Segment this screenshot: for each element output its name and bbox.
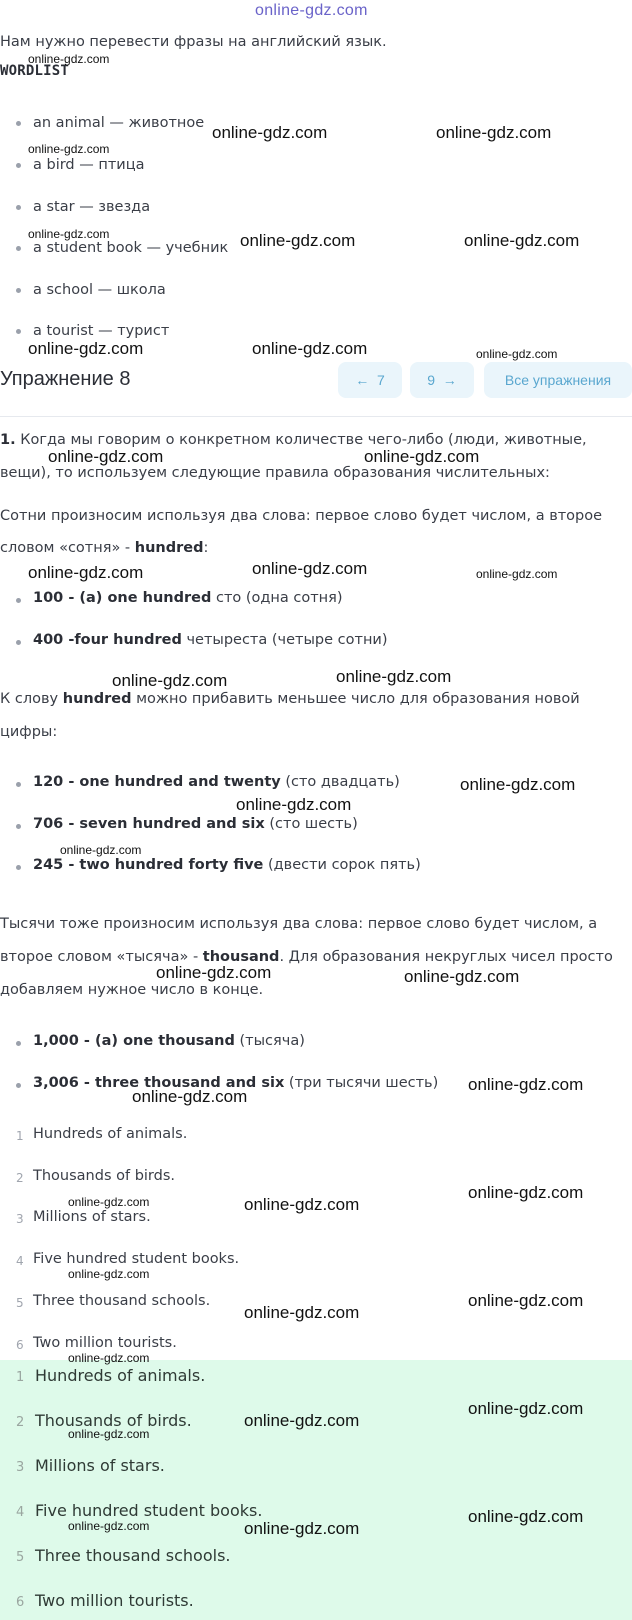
watermark: online-gdz.com: [68, 1427, 150, 1441]
answer-item: Three thousand schools.: [35, 1546, 231, 1565]
watermark: online-gdz.com: [68, 1351, 150, 1365]
wordlist-heading: WORDLIST: [0, 63, 70, 79]
watermark: online-gdz.com: [468, 1399, 584, 1418]
task-number: 4: [16, 1254, 24, 1268]
watermark: online-gdz.com: [244, 1303, 360, 1322]
list-item: a school — школа: [33, 282, 166, 298]
bullet: [16, 824, 21, 829]
example-bold: 706 - seven hundred and six: [33, 816, 265, 832]
add-bold: hundred: [62, 691, 132, 707]
intro-text: Нам нужно перевести фразы на английский язык.: [0, 34, 387, 50]
watermark: online-gdz.com: [476, 567, 558, 581]
watermark: online-gdz.com: [364, 447, 480, 466]
answer-number: 1: [16, 1370, 25, 1385]
thousands-prefix: второе словом «тысяча» -: [0, 949, 203, 965]
watermark: online-gdz.com: [212, 123, 328, 142]
task-item: Hundreds of animals.: [33, 1126, 188, 1142]
watermark: online-gdz.com: [436, 123, 552, 142]
answer-number: 2: [16, 1415, 25, 1430]
add-prefix: К слову: [0, 691, 63, 707]
watermark: online-gdz.com: [28, 339, 144, 358]
hundreds-word: hundred: [134, 540, 204, 556]
example-text: (сто шесть): [264, 816, 358, 832]
answer-item: Millions of stars.: [35, 1456, 165, 1475]
task-item: Thousands of birds.: [33, 1168, 175, 1184]
thousands-suffix: . Для образования некруглых чисел просто: [279, 949, 613, 965]
watermark: online-gdz.com: [460, 775, 576, 794]
task-number: 3: [16, 1212, 24, 1226]
hundreds-intro: Сотни произносим используя два слова: первое слово будет числом, а второе: [0, 508, 603, 524]
example-item: [33, 855, 421, 875]
example-text: (тысяча): [234, 1033, 305, 1049]
example-text: (три тысячи шесть): [284, 1075, 439, 1091]
watermark: online-gdz.com: [28, 563, 144, 582]
hundreds-add-line2: цифры:: [0, 724, 58, 740]
watermark: online-gdz.com: [468, 1507, 584, 1526]
watermark: online-gdz.com: [68, 1519, 150, 1533]
watermark: online-gdz.com: [336, 667, 452, 686]
watermark: online-gdz.com: [464, 231, 580, 250]
task-item: Millions of stars.: [33, 1209, 151, 1225]
list-item: a tourist — турист: [33, 323, 170, 339]
example-item: [33, 588, 343, 608]
all-exercises-button[interactable]: Все упражнения: [484, 362, 632, 398]
bullet: [16, 1083, 21, 1088]
bullet: [16, 121, 21, 126]
example-item: [33, 772, 400, 792]
example-text: сто (одна сотня): [211, 590, 343, 606]
thousands-intro: Тысячи тоже произносим используя два слова: первое слово будет числом, а: [0, 916, 598, 932]
answer-item: Five hundred student books.: [35, 1501, 263, 1520]
answer-item: Thousands of birds.: [35, 1411, 192, 1430]
bullet: [16, 329, 21, 334]
list-item: a star — звезда: [33, 199, 151, 215]
example-bold: 3,006 - three thousand and six: [33, 1075, 285, 1091]
example-item: [33, 814, 358, 834]
example-bold: 1,000 - (a) one thousand: [33, 1033, 235, 1049]
divider: [0, 416, 632, 417]
list-item: a student book — учебник: [33, 240, 229, 256]
example-item: [33, 630, 388, 650]
arrow-left-icon: ←: [355, 372, 370, 388]
watermark: online-gdz.com: [244, 1195, 360, 1214]
watermark: online-gdz.com: [252, 339, 368, 358]
watermark: online-gdz.com: [156, 963, 272, 982]
task-item: Three thousand schools.: [33, 1293, 211, 1309]
watermark: online-gdz.com: [28, 142, 110, 156]
list-item: a bird — птица: [33, 157, 145, 173]
watermark: online-gdz.com: [68, 1267, 150, 1281]
task-number: 5: [16, 1296, 24, 1310]
add-suffix: можно прибавить меньшее число для образования новой: [131, 691, 580, 707]
watermark: online-gdz.com: [68, 1195, 150, 1209]
next-exercise-button[interactable]: [410, 362, 474, 398]
arrow-right-icon: →: [442, 372, 457, 388]
bullet: [16, 640, 21, 645]
answer-number: 4: [16, 1505, 25, 1520]
answer-number: 6: [16, 1595, 25, 1610]
example-text: четыреста (четыре сотни): [181, 632, 388, 648]
watermark: online-gdz.com: [468, 1183, 584, 1202]
top-watermark: online-gdz.com: [255, 2, 368, 19]
rule-line: вещи), то используем следующие правила образования числительных:: [0, 465, 550, 481]
task-number: 2: [16, 1171, 24, 1185]
rule-number: 1.: [0, 432, 16, 448]
watermark: online-gdz.com: [236, 795, 352, 814]
hundreds-suffix: :: [203, 540, 209, 556]
watermark: online-gdz.com: [60, 843, 142, 857]
answer-item: Hundreds of animals.: [35, 1366, 206, 1385]
watermark: online-gdz.com: [244, 1519, 360, 1538]
prev-exercise-button[interactable]: [338, 362, 402, 398]
watermark: online-gdz.com: [468, 1075, 584, 1094]
task-number: 1: [16, 1129, 24, 1143]
watermark: online-gdz.com: [132, 1087, 248, 1106]
bullet: [16, 782, 21, 787]
task-number: 6: [16, 1338, 24, 1352]
list-item: an animal — животное: [33, 115, 205, 131]
example-bold: 400 -four hundred: [33, 632, 182, 648]
example-bold: 100 - (a) one hundred: [33, 590, 212, 606]
watermark: online-gdz.com: [240, 231, 356, 250]
watermark: online-gdz.com: [476, 347, 558, 361]
example-bold: 120 - one hundred and twenty: [33, 774, 281, 790]
watermark: online-gdz.com: [28, 52, 110, 66]
answer-item: Two million tourists.: [35, 1591, 194, 1610]
bullet: [16, 205, 21, 210]
task-item: Two million tourists.: [33, 1335, 177, 1351]
thousands-intro-line2: [0, 947, 613, 967]
bullet: [16, 163, 21, 168]
rule-text: Когда мы говорим о конкретном количестве чего-либо (люди, животные,: [15, 432, 587, 448]
bullet: [16, 1041, 21, 1046]
hundreds-prefix: словом «сотня» -: [0, 540, 135, 556]
task-item: Five hundred student books.: [33, 1251, 240, 1267]
example-item: [33, 1031, 305, 1051]
example-bold: 245 - two hundred forty five: [33, 857, 264, 873]
example-text: (двести сорок пять): [263, 857, 421, 873]
exercise-title: Упражнение 8: [0, 368, 131, 390]
next-exercise-label: 9: [427, 372, 435, 388]
bullet: [16, 246, 21, 251]
watermark: online-gdz.com: [112, 671, 228, 690]
watermark: online-gdz.com: [28, 227, 110, 241]
answer-number: 3: [16, 1460, 25, 1475]
bullet: [16, 865, 21, 870]
thousands-intro-line3: добавляем нужное число в конце.: [0, 982, 264, 998]
watermark: online-gdz.com: [404, 967, 520, 986]
example-text: (сто двадцать): [280, 774, 400, 790]
thousands-word: thousand: [202, 949, 280, 965]
bullet: [16, 598, 21, 603]
watermark: online-gdz.com: [48, 447, 164, 466]
prev-exercise-label: 7: [376, 372, 385, 388]
watermark: online-gdz.com: [468, 1291, 584, 1310]
watermark: online-gdz.com: [252, 559, 368, 578]
hundreds-intro-line2: [0, 538, 208, 558]
bullet: [16, 288, 21, 293]
answer-number: 5: [16, 1550, 25, 1565]
hundreds-add: [0, 689, 580, 709]
watermark: online-gdz.com: [244, 1411, 360, 1430]
